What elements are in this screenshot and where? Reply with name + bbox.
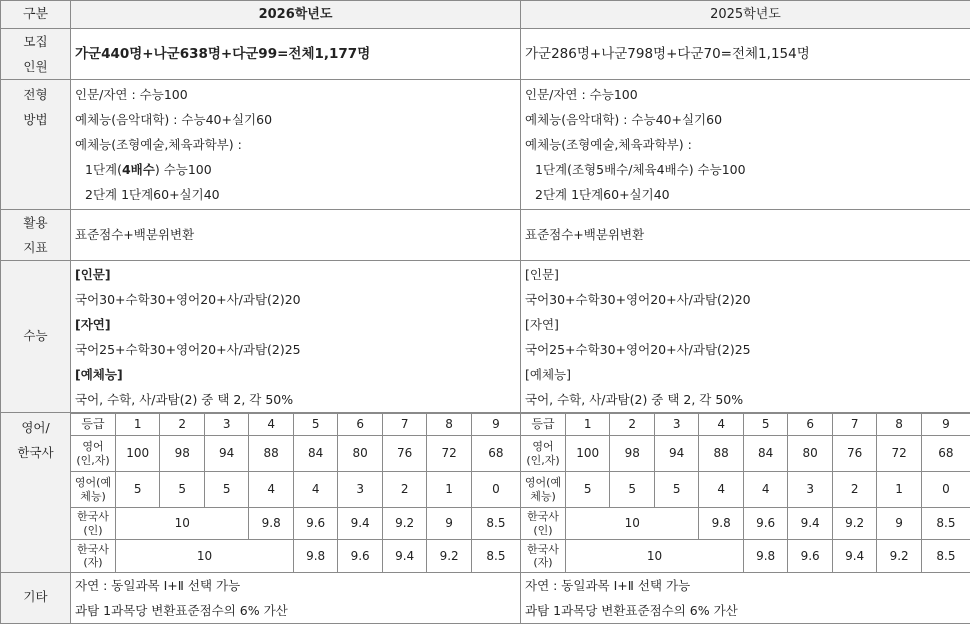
english-humanities-cell: 94 xyxy=(204,436,248,472)
method-row xyxy=(1,80,970,210)
grade-row xyxy=(71,414,520,436)
grade-cell: 6 xyxy=(788,414,832,436)
english-arts-cell: 3 xyxy=(788,472,832,508)
history-humanities-cell: 9.8 xyxy=(249,508,293,540)
history-humanities-row xyxy=(71,508,520,540)
english-humanities-cell: 76 xyxy=(382,436,426,472)
grade-cell: 9 xyxy=(921,414,970,436)
history-humanities-cell: 8.5 xyxy=(921,508,970,540)
history-science-cell: 9.8 xyxy=(743,540,787,572)
english-arts-cell: 2 xyxy=(832,472,876,508)
history-science-cell: 9.2 xyxy=(427,540,471,572)
grade-cell: 1 xyxy=(115,414,159,436)
english-arts-cell: 4 xyxy=(249,472,293,508)
history-science-cell: 9.2 xyxy=(877,540,921,572)
history-science-cell: 9.4 xyxy=(832,540,876,572)
english-arts-cell: 3 xyxy=(338,472,382,508)
english-arts-cell: 2 xyxy=(382,472,426,508)
grade-cell: 2 xyxy=(610,414,654,436)
history-humanities-cell: 9.4 xyxy=(338,508,382,540)
english-arts-cell: 5 xyxy=(204,472,248,508)
method-2025: 인문/자연 : 수능100 예체능(음악대학) : 수능40+실기60 예체능(조형예술,체육과학부) : 1단계(조형5배수/체육4배수) 수능100 2단계 1단계60+실기40 xyxy=(521,80,970,210)
english-humanities-cell: 88 xyxy=(249,436,293,472)
history-humanities-cell: 9.2 xyxy=(382,508,426,540)
grade-cell: 3 xyxy=(654,414,698,436)
english-humanities-row xyxy=(521,436,970,472)
grade-cell: 8 xyxy=(877,414,921,436)
english-arts-cell: 5 xyxy=(610,472,654,508)
suneung-2026: [인문] 국어30+수학30+영어20+사/과탐(2)20 [자연] 국어25+수학30+영어20+사/과탐(2)25 [예체능] 국어, 수학, 사/과탐(2) 중 택 2, 각 50% xyxy=(71,261,521,413)
english-history-row xyxy=(1,413,970,573)
english-humanities-cell: 100 xyxy=(565,436,609,472)
english-arts-cell: 5 xyxy=(160,472,204,508)
history-humanities-merged-cell: 10 xyxy=(115,508,248,540)
suneung-row xyxy=(1,261,970,413)
history-humanities-label: 한국사 (인) xyxy=(521,508,565,540)
history-humanities-cell: 9 xyxy=(427,508,471,540)
history-humanities-cell: 9.2 xyxy=(832,508,876,540)
history-science-cell: 9.8 xyxy=(293,540,337,572)
english-history-label: 영어/ 한국사 xyxy=(1,413,71,573)
english-humanities-cell: 98 xyxy=(160,436,204,472)
history-humanities-cell: 8.5 xyxy=(471,508,520,540)
etc-label: 기타 xyxy=(1,572,71,623)
english-humanities-cell: 72 xyxy=(877,436,921,472)
history-science-row xyxy=(71,540,520,572)
history-science-label: 한국사 (자) xyxy=(71,540,115,572)
etc-2025: 자연 : 동일과목 Ⅰ+Ⅱ 선택 가능 과탐 1과목당 변환표준점수의 6% 가산 xyxy=(521,572,970,623)
english-arts-cell: 1 xyxy=(427,472,471,508)
history-science-merged-cell: 10 xyxy=(565,540,743,572)
history-science-row xyxy=(521,540,970,572)
english-arts-cell: 5 xyxy=(115,472,159,508)
english-arts-label: 영어(예 체능) xyxy=(521,472,565,508)
history-humanities-label: 한국사 (인) xyxy=(71,508,115,540)
recruit-2025: 가군286명+나군798명+다군70=전체1,154명 xyxy=(521,29,970,80)
grade-cell: 7 xyxy=(382,414,426,436)
grade-cell: 4 xyxy=(249,414,293,436)
suneung-label: 수능 xyxy=(1,261,71,413)
english-arts-cell: 5 xyxy=(565,472,609,508)
english-arts-cell: 5 xyxy=(654,472,698,508)
recruit-2026: 가군440명+나군638명+다군99=전체1,177명 xyxy=(71,29,521,80)
grade-cell: 2 xyxy=(160,414,204,436)
grade-cell: 1 xyxy=(565,414,609,436)
method-label: 전형 방법 xyxy=(1,80,71,210)
etc-row xyxy=(1,572,970,623)
history-science-cell: 8.5 xyxy=(471,540,520,572)
english-arts-row xyxy=(521,472,970,508)
header-2025: 2025학년도 xyxy=(521,1,970,29)
grade-cell: 5 xyxy=(293,414,337,436)
history-humanities-cell: 9.4 xyxy=(788,508,832,540)
english-humanities-cell: 84 xyxy=(743,436,787,472)
index-2025: 표준점수+백분위변환 xyxy=(521,210,970,261)
english-arts-label: 영어(예 체능) xyxy=(71,472,115,508)
english-humanities-row xyxy=(71,436,520,472)
grade-label: 등급 xyxy=(71,414,115,436)
history-humanities-cell: 9.8 xyxy=(699,508,743,540)
history-humanities-merged-cell: 10 xyxy=(565,508,698,540)
grade-cell: 6 xyxy=(338,414,382,436)
history-humanities-cell: 9.6 xyxy=(293,508,337,540)
grade-grid-2026 xyxy=(71,413,521,573)
english-humanities-cell: 98 xyxy=(610,436,654,472)
grade-cell: 8 xyxy=(427,414,471,436)
history-humanities-cell: 9 xyxy=(877,508,921,540)
header-2026: 2026학년도 xyxy=(71,1,521,29)
history-humanities-row xyxy=(521,508,970,540)
english-humanities-cell: 68 xyxy=(471,436,520,472)
grade-cell: 4 xyxy=(699,414,743,436)
index-row xyxy=(1,210,970,261)
history-science-cell: 9.6 xyxy=(338,540,382,572)
english-humanities-cell: 80 xyxy=(338,436,382,472)
english-humanities-label: 영어 (인,자) xyxy=(71,436,115,472)
english-arts-cell: 0 xyxy=(921,472,970,508)
history-science-merged-cell: 10 xyxy=(115,540,293,572)
grade-cell: 5 xyxy=(743,414,787,436)
english-humanities-cell: 94 xyxy=(654,436,698,472)
grade-grid-2025 xyxy=(521,413,970,573)
grade-cell: 3 xyxy=(204,414,248,436)
english-arts-cell: 4 xyxy=(699,472,743,508)
recruit-row xyxy=(1,29,970,80)
english-arts-cell: 0 xyxy=(471,472,520,508)
index-label: 활용 지표 xyxy=(1,210,71,261)
english-humanities-label: 영어 (인,자) xyxy=(521,436,565,472)
english-humanities-cell: 68 xyxy=(921,436,970,472)
grade-label: 등급 xyxy=(521,414,565,436)
suneung-2025: [인문] 국어30+수학30+영어20+사/과탐(2)20 [자연] 국어25+수학30+영어20+사/과탐(2)25 [예체능] 국어, 수학, 사/과탐(2) 중 택 2, 각 50% xyxy=(521,261,970,413)
history-science-cell: 9.4 xyxy=(382,540,426,572)
history-science-cell: 8.5 xyxy=(921,540,970,572)
method-2026: 인문/자연 : 수능100 예체능(음악대학) : 수능40+실기60 예체능(조형예술,체육과학부) : 1단계(4배수) 수능100 2단계 1단계60+실기40 xyxy=(71,80,521,210)
english-arts-cell: 4 xyxy=(743,472,787,508)
history-science-cell: 9.6 xyxy=(788,540,832,572)
header-category: 구분 xyxy=(1,1,71,29)
english-arts-cell: 1 xyxy=(877,472,921,508)
grade-row xyxy=(521,414,970,436)
english-arts-row xyxy=(71,472,520,508)
english-humanities-cell: 76 xyxy=(832,436,876,472)
method-stage1-2026: 1단계(4배수) 수능100 xyxy=(75,157,516,182)
grade-cell: 9 xyxy=(471,414,520,436)
history-science-label: 한국사 (자) xyxy=(521,540,565,572)
english-humanities-cell: 84 xyxy=(293,436,337,472)
english-humanities-cell: 80 xyxy=(788,436,832,472)
english-humanities-cell: 88 xyxy=(699,436,743,472)
english-humanities-cell: 72 xyxy=(427,436,471,472)
index-2026: 표준점수+백분위변환 xyxy=(71,210,521,261)
grade-cell: 7 xyxy=(832,414,876,436)
header-row xyxy=(1,1,970,29)
english-arts-cell: 4 xyxy=(293,472,337,508)
english-humanities-cell: 100 xyxy=(115,436,159,472)
etc-2026: 자연 : 동일과목 Ⅰ+Ⅱ 선택 가능 과탐 1과목당 변환표준점수의 6% 가산 xyxy=(71,572,521,623)
history-humanities-cell: 9.6 xyxy=(743,508,787,540)
recruit-label: 모집 인원 xyxy=(1,29,71,80)
